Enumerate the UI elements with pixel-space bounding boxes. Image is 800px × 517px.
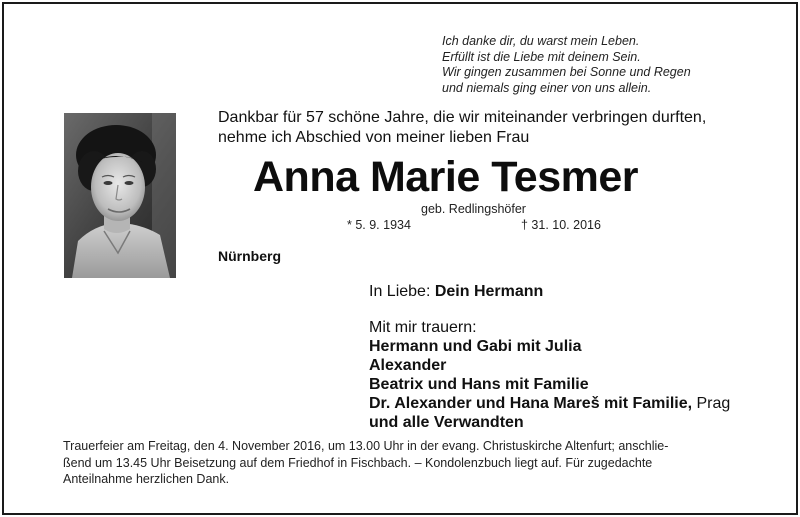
mourner-entry: Beatrix und Hans mit Familie bbox=[369, 376, 589, 393]
funeral-details bbox=[63, 438, 739, 488]
birth-date: * 5. 9. 1934 bbox=[347, 218, 411, 232]
maiden-name: geb. Redlingshöfer bbox=[421, 202, 526, 216]
signature-prefix: In Liebe: bbox=[369, 283, 431, 300]
mourner-entry: Alexander bbox=[369, 357, 447, 374]
poem-line: Erfüllt ist die Liebe mit deinem Sein. bbox=[442, 49, 641, 64]
mourners-closing: und alle Verwandten bbox=[369, 414, 524, 431]
mourners-list bbox=[369, 318, 730, 432]
intro-line: nehme ich Abschied von meiner lieben Frau bbox=[218, 129, 530, 146]
footer-line: Trauerfeier am Freitag, den 4. November 2016, um 13.00 Uhr in der evang. Christuskirche Altenfurt; anschlie- bbox=[63, 439, 669, 453]
mourner-city: Prag bbox=[692, 395, 731, 412]
poem-line: und niemals ging einer von uns allein. bbox=[442, 80, 652, 95]
deceased-name: Anna Marie Tesmer bbox=[253, 153, 639, 201]
poem-line: Wir gingen zusammen bei Sonne und Regen bbox=[442, 65, 691, 79]
footer-line: ßend um 13.45 Uhr Beisetzung auf dem Friedhof in Fischbach. – Kondolenzbuch liegt auf. Für zugedachte bbox=[63, 455, 653, 470]
intro-line: Dankbar für 57 schöne Jahre, die wir miteinander verbringen durften, bbox=[218, 109, 707, 126]
mourner-entry-with-city bbox=[369, 394, 730, 413]
mourners-heading: Mit mir trauern: bbox=[369, 319, 477, 336]
city: Nürnberg bbox=[218, 248, 281, 264]
mourner-entry: Hermann und Gabi mit Julia bbox=[369, 338, 582, 355]
mourner-entry: Dr. Alexander und Hana Mareš mit Familie, bbox=[369, 395, 693, 412]
intro-text bbox=[218, 108, 706, 148]
signature-line bbox=[369, 283, 543, 301]
poem bbox=[442, 34, 691, 96]
portrait-photo bbox=[64, 113, 176, 278]
signature-name: Dein Hermann bbox=[434, 283, 544, 300]
footer-line: Anteilnahme herzlichen Dank. bbox=[63, 472, 230, 486]
death-date: † 31. 10. 2016 bbox=[521, 218, 601, 232]
poem-line: Ich danke dir, du warst mein Leben. bbox=[442, 34, 640, 48]
